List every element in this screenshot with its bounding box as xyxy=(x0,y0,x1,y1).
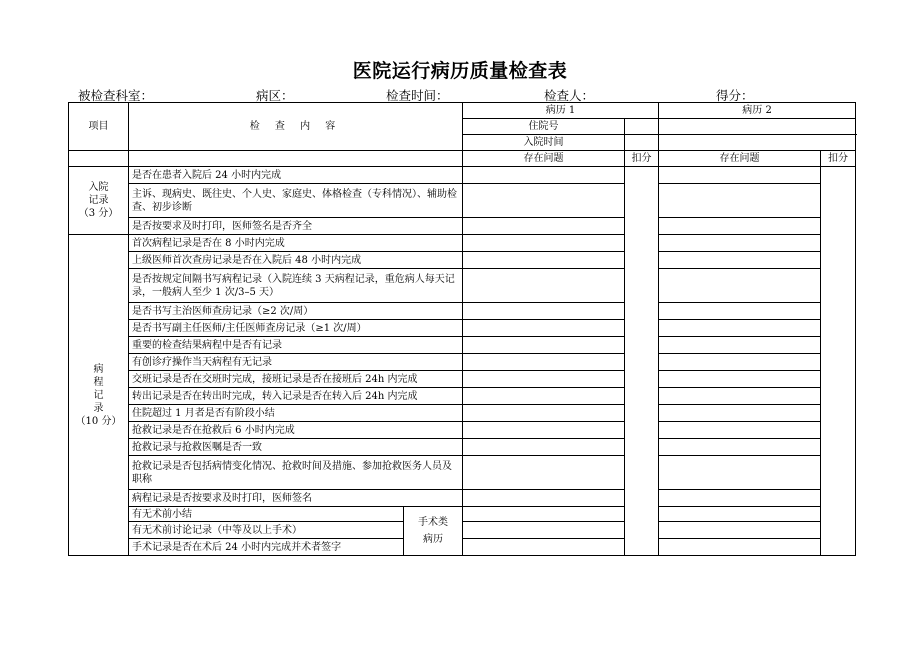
problem-cell-2[interactable] xyxy=(659,507,821,522)
problem-cell-1[interactable] xyxy=(463,218,625,235)
problem-cell-2[interactable] xyxy=(659,354,821,371)
problem-cell-2[interactable] xyxy=(659,439,821,456)
record-1-header: 病历 1 xyxy=(463,103,659,119)
score-label: 得分： xyxy=(716,88,754,103)
problem-cell-2[interactable] xyxy=(659,218,821,235)
check-item: 是否按规定间隔书写病程记录（入院连续 3 天病程记录，重危病人每天记录，一般病人至少 1 次/3–5 天） xyxy=(129,269,463,303)
problem-cell-1[interactable] xyxy=(463,320,625,337)
problem-cell-2[interactable] xyxy=(659,320,821,337)
deduction-header-1: 扣分 xyxy=(625,151,659,167)
progress-record-category xyxy=(69,235,129,556)
category-score: （3 分） xyxy=(78,208,119,219)
check-item: 主诉、现病史、既往史、个人史、家庭史、体格检查（专科情况）、辅助检查、初步诊断 xyxy=(129,184,463,218)
problem-cell-2[interactable] xyxy=(659,405,821,422)
problem-cell-2[interactable] xyxy=(659,337,821,354)
problem-cell-1[interactable] xyxy=(463,184,625,218)
problem-cell-1[interactable] xyxy=(463,388,625,405)
deduction-column-2[interactable] xyxy=(821,167,856,556)
problem-cell-2[interactable] xyxy=(659,303,821,320)
category-label: 录 xyxy=(93,402,104,414)
category-label: 程 xyxy=(93,376,104,388)
problem-cell-2[interactable] xyxy=(659,252,821,269)
check-item: 有创诊疗操作当天病程有无记录 xyxy=(129,354,463,371)
surgery-label: 手术类 xyxy=(418,517,448,528)
surgery-check-item: 有无术前小结 xyxy=(129,507,404,522)
content-header: 检 查 内 容 xyxy=(129,103,463,151)
check-item: 交班记录是否在交班时完成，接班记录是否在接班后 24h 内完成 xyxy=(129,371,463,388)
problem-cell-2[interactable] xyxy=(659,422,821,439)
problem-cell-1[interactable] xyxy=(463,252,625,269)
deduction-column-1[interactable] xyxy=(625,167,659,556)
inspection-time-label: 检查时间： xyxy=(386,88,449,103)
surgery-label: 病历 xyxy=(423,534,443,545)
check-item: 病程记录是否按要求及时打印，医师签名 xyxy=(129,490,463,507)
check-item: 是否按要求及时打印，医师签名是否齐全 xyxy=(129,218,463,235)
check-item: 是否书写主治医师查房记录（≥2 次/周） xyxy=(129,303,463,320)
ward-label: 病区： xyxy=(256,88,294,103)
problem-cell-1[interactable] xyxy=(463,354,625,371)
category-label: 记 xyxy=(93,389,104,401)
blank-cell xyxy=(129,151,463,167)
problem-cell-1[interactable] xyxy=(463,235,625,252)
problem-cell-1[interactable] xyxy=(463,405,625,422)
problem-cell-1[interactable] xyxy=(463,439,625,456)
admission-no-value-2[interactable] xyxy=(659,119,856,135)
surgery-record-label xyxy=(404,507,463,556)
admission-record-category xyxy=(69,167,129,235)
check-item: 转出记录是否在转出时完成，转入记录是否在转入后 24h 内完成 xyxy=(129,388,463,405)
admission-no-value-1[interactable] xyxy=(625,119,659,135)
check-item: 是否书写副主任医师/主任医师查房记录（≥1 次/周） xyxy=(129,320,463,337)
category-label: 入院 xyxy=(88,182,109,193)
check-item: 上级医师首次查房记录是否在入院后 48 小时内完成 xyxy=(129,252,463,269)
item-header: 项目 xyxy=(69,103,129,151)
problem-cell-1[interactable] xyxy=(463,522,625,539)
page-title: 医院运行病历质量检查表 xyxy=(352,60,568,82)
category-label: 病 xyxy=(93,363,104,375)
quality-check-table xyxy=(68,102,856,556)
problem-cell-2[interactable] xyxy=(659,388,821,405)
problem-cell-1[interactable] xyxy=(463,490,625,507)
record-2-header: 病历 2 xyxy=(659,103,856,119)
problem-cell-1[interactable] xyxy=(463,422,625,439)
inspected-dept-label: 被检查科室： xyxy=(78,88,154,103)
problem-cell-2[interactable] xyxy=(659,167,821,184)
problem-cell-1[interactable] xyxy=(463,456,625,490)
check-item: 抢救记录是否包括病情变化情况、抢救时间及措施、参加抢救医务人员及职称 xyxy=(129,456,463,490)
problem-cell-1[interactable] xyxy=(463,539,625,556)
blank-cell xyxy=(69,151,129,167)
check-item: 是否在患者入院后 24 小时内完成 xyxy=(129,167,463,184)
problem-cell-1[interactable] xyxy=(463,303,625,320)
problem-cell-2[interactable] xyxy=(659,456,821,490)
admission-time-label: 入院时间 xyxy=(463,135,625,151)
problems-header-2: 存在问题 xyxy=(659,151,821,167)
problem-cell-2[interactable] xyxy=(659,235,821,252)
surgery-check-item: 手术记录是否在术后 24 小时内完成并术者签字 xyxy=(129,539,404,556)
problem-cell-2[interactable] xyxy=(659,184,821,218)
deduction-header-2: 扣分 xyxy=(821,151,856,167)
check-item: 首次病程记录是否在 8 小时内完成 xyxy=(129,235,463,252)
problems-header-1: 存在问题 xyxy=(463,151,625,167)
check-item: 抢救记录是否在抢救后 6 小时内完成 xyxy=(129,422,463,439)
problem-cell-1[interactable] xyxy=(463,337,625,354)
check-item: 抢救记录与抢救医嘱是否一致 xyxy=(129,439,463,456)
admission-no-label: 住院号 xyxy=(463,119,625,135)
category-label: 记录 xyxy=(88,195,109,206)
problem-cell-1[interactable] xyxy=(463,167,625,184)
check-item: 住院超过 1 月者是否有阶段小结 xyxy=(129,405,463,422)
problem-cell-2[interactable] xyxy=(659,269,821,303)
surgery-check-item: 有无术前讨论记录（中等及以上手术） xyxy=(129,522,404,539)
inspector-label: 检查人： xyxy=(544,88,595,103)
problem-cell-1[interactable] xyxy=(463,269,625,303)
problem-cell-2[interactable] xyxy=(659,490,821,507)
problem-cell-2[interactable] xyxy=(659,539,821,556)
admission-time-value-1[interactable] xyxy=(625,135,659,151)
problem-cell-2[interactable] xyxy=(659,371,821,388)
category-score: （10 分） xyxy=(75,415,122,427)
admission-time-value-2[interactable] xyxy=(659,135,856,151)
problem-cell-2[interactable] xyxy=(659,522,821,539)
check-item: 重要的检查结果病程中是否有记录 xyxy=(129,337,463,354)
problem-cell-1[interactable] xyxy=(463,371,625,388)
problem-cell-1[interactable] xyxy=(463,507,625,522)
